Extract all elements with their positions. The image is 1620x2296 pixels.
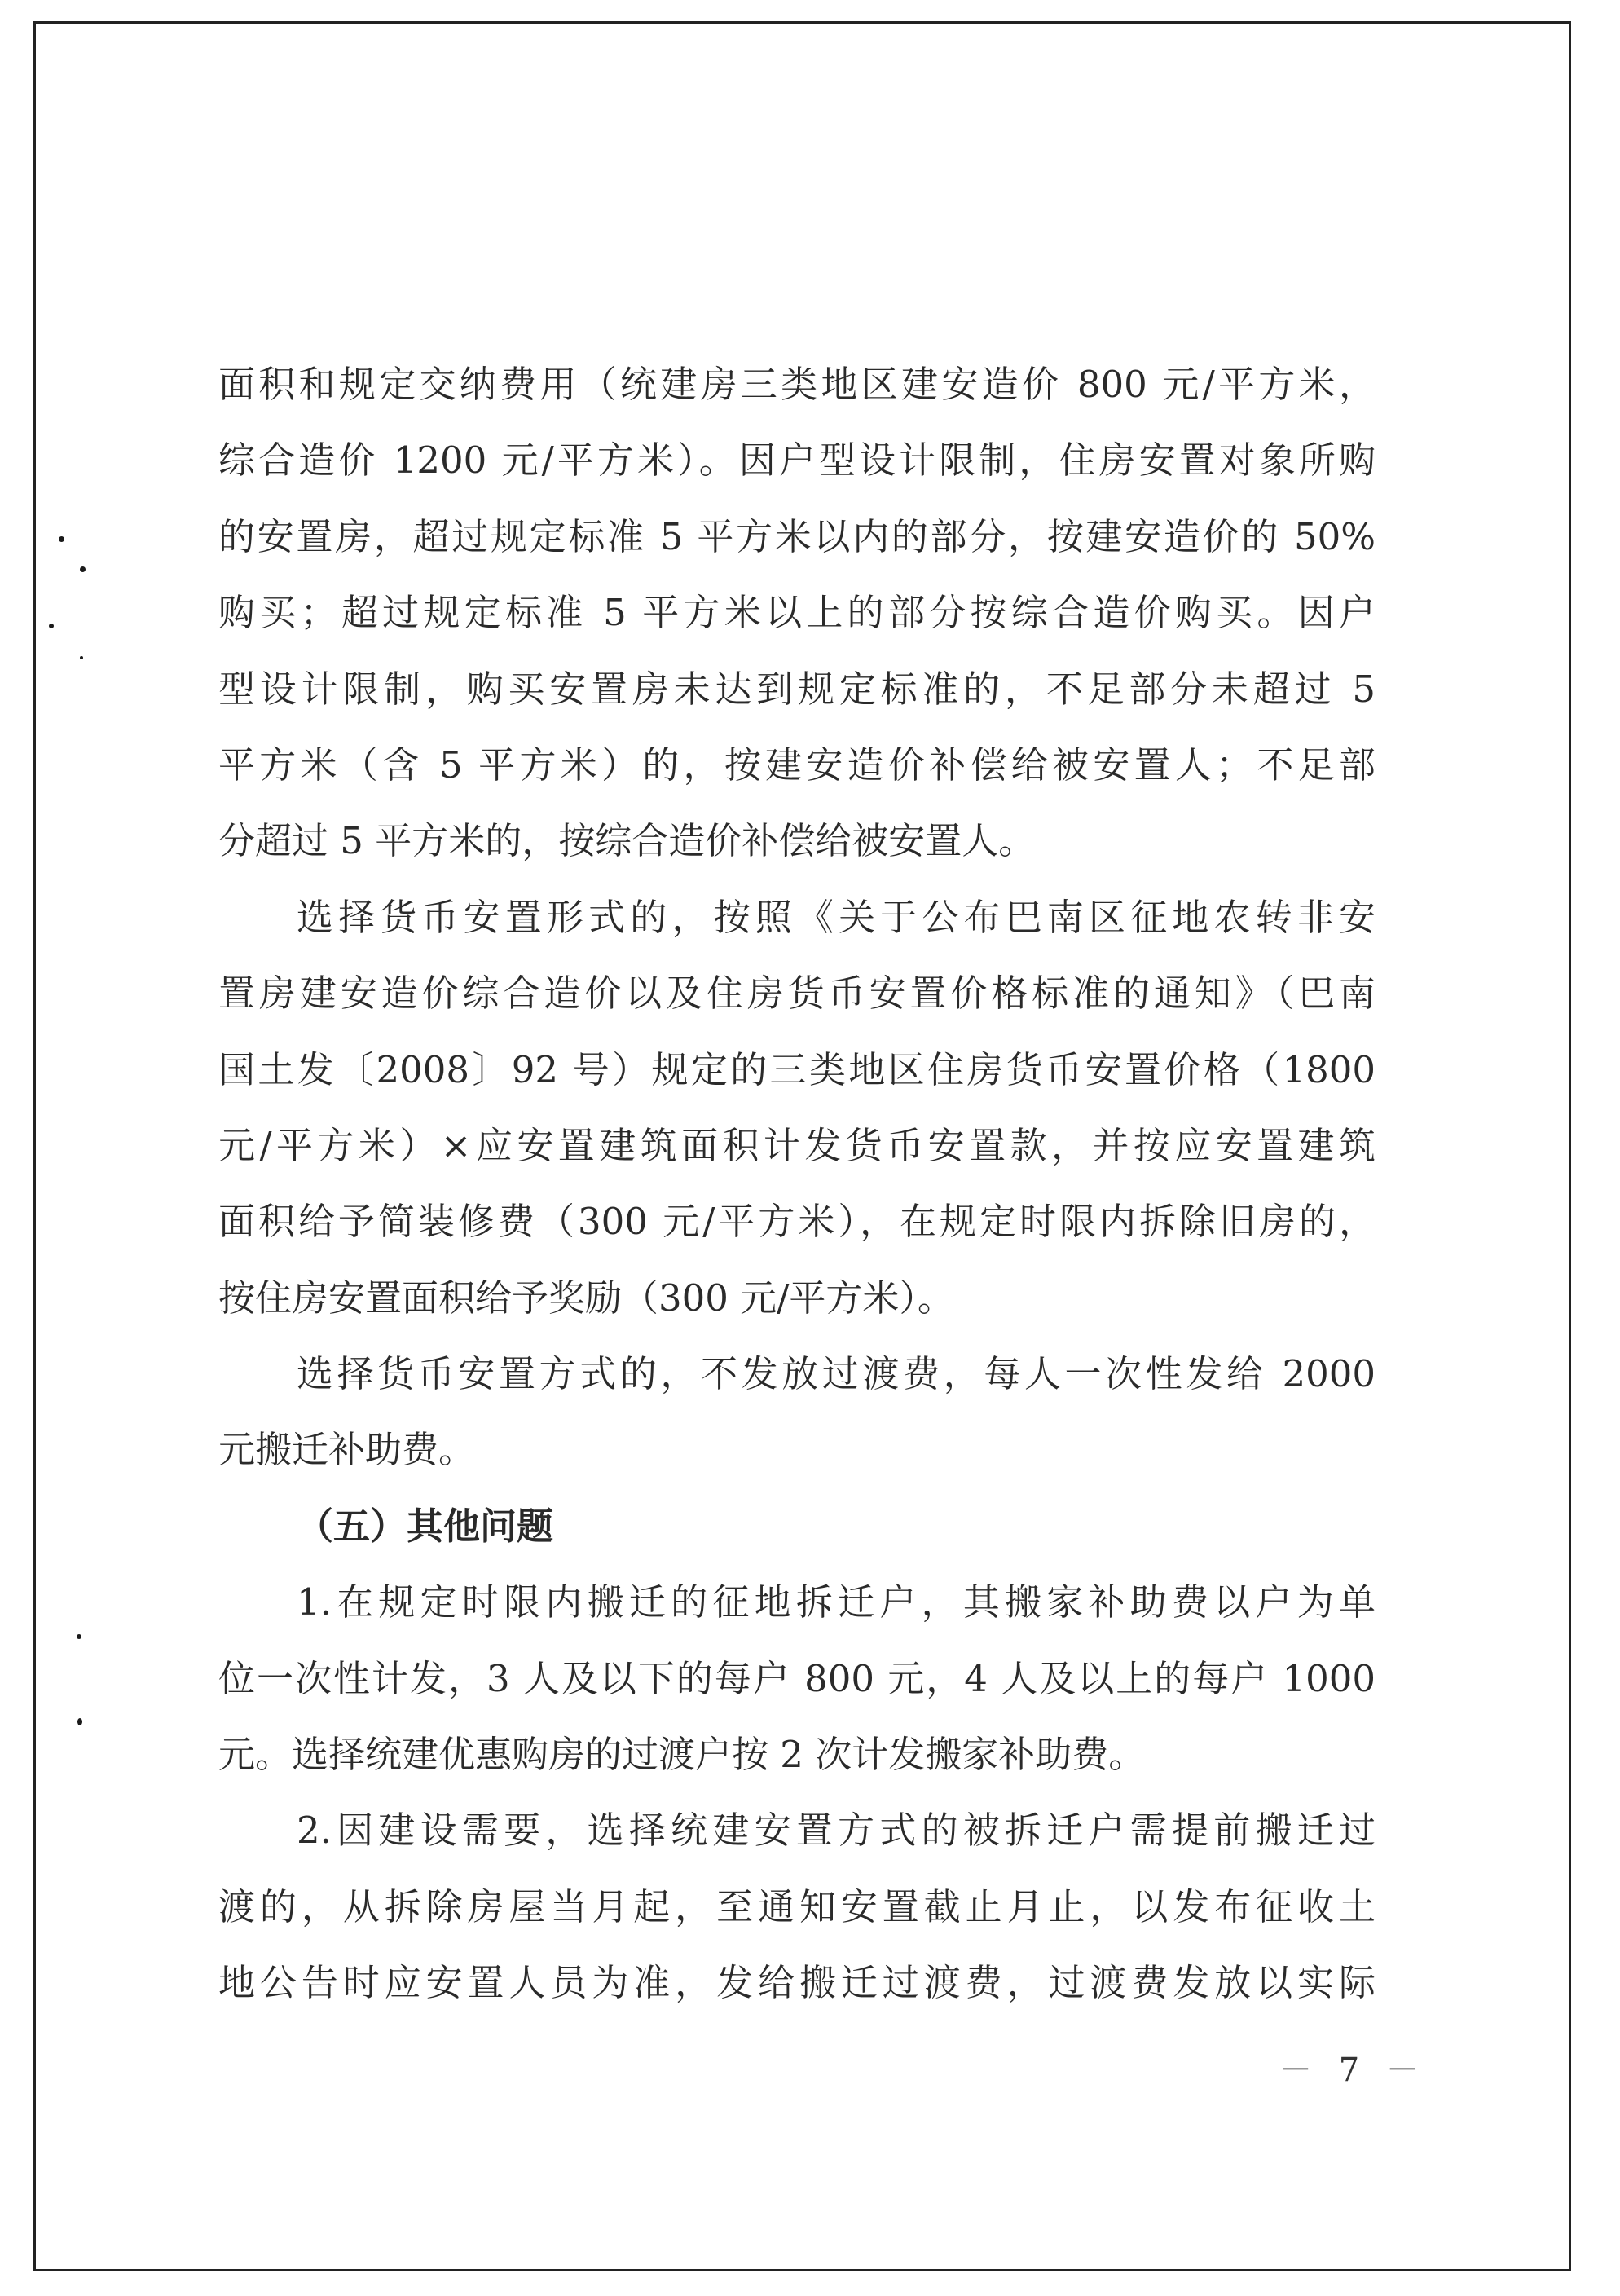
body-line: 综合造价 1200 元/平方米）。因户型设计限制，住房安置对象所购: [218, 438, 1376, 483]
body-line: 元搬迁补助费。: [218, 1428, 476, 1472]
body-line: 购买；超过规定标准 5 平方米以上的部分按综合造价购买。因户: [218, 591, 1376, 635]
body-line: 面积给予简装修费（300 元/平方米），在规定时限内拆除旧房的，: [218, 1200, 1376, 1244]
scan-speck: [80, 566, 86, 572]
body-line: 平方米（含 5 平方米）的，按建安造价补偿给被安置人；不足部: [218, 743, 1376, 787]
body-line: 国土发〔2008〕92 号）规定的三类地区住房货币安置价格（1800: [218, 1047, 1376, 1091]
body-line: 面积和规定交纳费用（统建房三类地区建安造价 800 元/平方米，: [218, 363, 1376, 406]
body-line: 元。选择统建优惠购房的过渡户按 2 次计发搬家补助费。: [218, 1733, 1146, 1777]
scan-speck: [49, 624, 54, 628]
body-line: 地公告时应安置人员为准，发给搬迁过渡费，过渡费发放以实际: [218, 1961, 1376, 2005]
scan-speck: [59, 536, 64, 542]
body-line: 的安置房，超过规定标准 5 平方米以内的部分，按建安造价的 50%: [218, 514, 1376, 558]
body-line: 1.在规定时限内搬迁的征地拆迁户，其搬家补助费以户为单: [297, 1580, 1376, 1624]
body-line: 渡的，从拆除房屋当月起，至通知安置截止月止，以发布征收土: [218, 1884, 1376, 1928]
page-number: － 7 －: [1279, 2051, 1427, 2089]
body-line: 选择货币安置形式的，按照《关于公布巴南区征地农转非安: [297, 895, 1376, 939]
body-line: 分超过 5 平方米的，按综合造价补偿给被安置人。: [218, 819, 1036, 863]
body-line: 型设计限制，购买安置房未达到规定标准的，不足部分未超过 5: [218, 667, 1376, 711]
body-line: 位一次性计发，3 人及以下的每户 800 元，4 人及以上的每户 1000: [218, 1656, 1376, 1700]
body-line: 置房建安造价综合造价以及住房货币安置价格标准的通知》（巴南: [218, 972, 1376, 1016]
document-body: [218, 346, 1376, 2021]
section-heading: （五）其他问题: [297, 1504, 554, 1548]
scan-speck: [77, 1634, 81, 1639]
body-line: 选择货币安置方式的，不发放过渡费，每人一次性发给 2000: [297, 1352, 1376, 1396]
scan-speck: [80, 656, 83, 659]
body-line: 按住房安置面积给予奖励（300 元/平方米）。: [218, 1276, 954, 1320]
scan-speck: [77, 1718, 82, 1725]
body-line: 元/平方米）×应安置建筑面积计发货币安置款，并按应安置建筑: [218, 1123, 1376, 1167]
body-line: 2.因建设需要，选择统建安置方式的被拆迁户需提前搬迁过: [297, 1809, 1376, 1853]
